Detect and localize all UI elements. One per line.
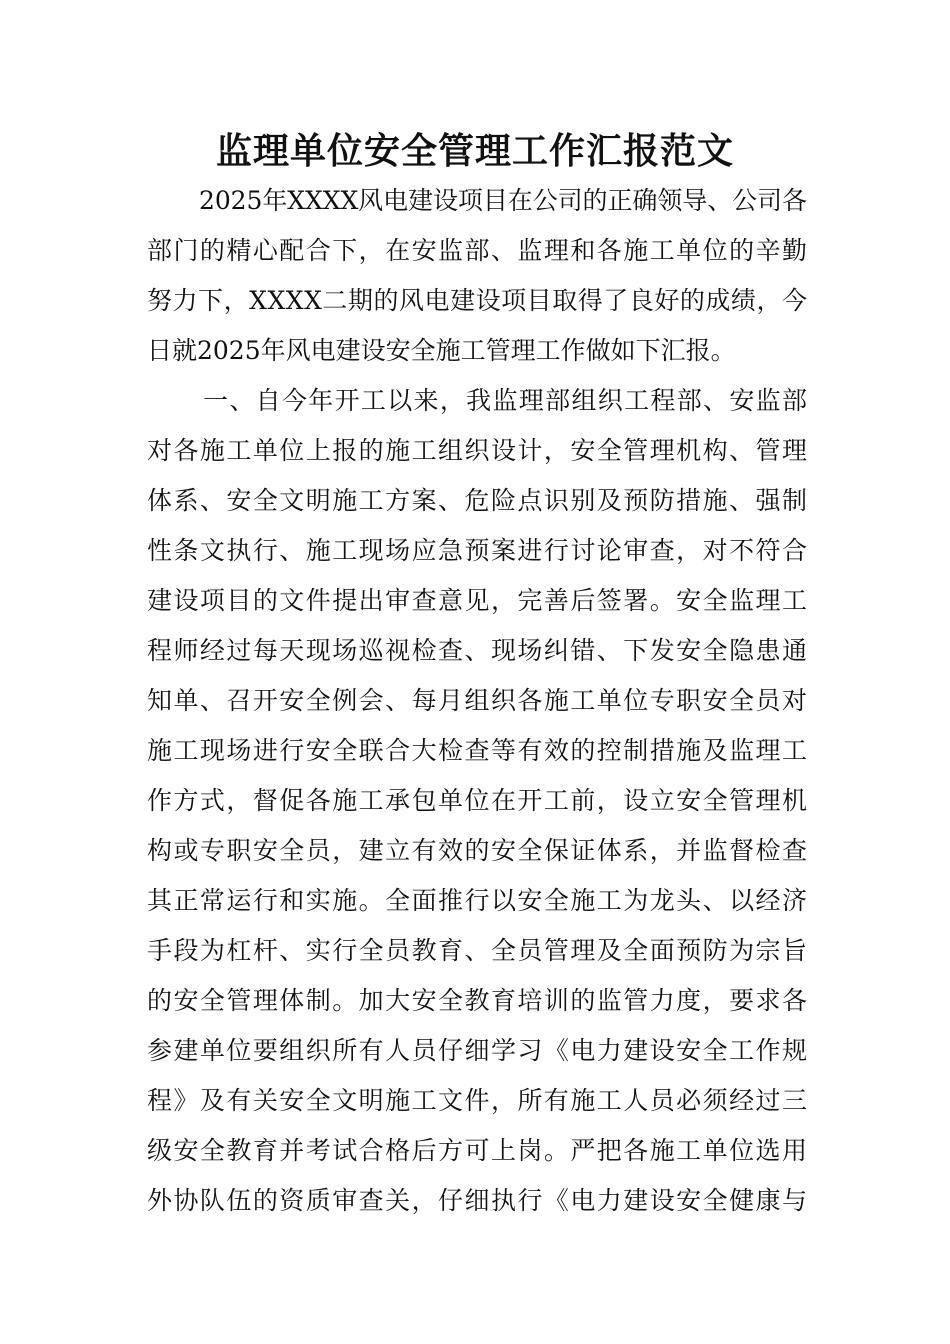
paragraph-line	[147, 1076, 807, 1126]
paragraph-line	[147, 676, 807, 726]
document-title: 监理单位安全管理工作汇报范文	[215, 131, 734, 172]
paragraph-line	[147, 376, 807, 426]
paragraph-line	[147, 726, 807, 776]
line-text: 程》及有关安全文明施工文件，所有施工人员必须经过三	[147, 1086, 809, 1115]
line-text: 体系、安全文明施工方案、危险点识别及预防措施、强制	[147, 486, 809, 515]
paragraph-line	[147, 926, 807, 976]
line-text: 参建单位要组织所有人员仔细学习《电力建设安全工作规	[147, 1036, 809, 1065]
paragraph-line	[147, 626, 807, 676]
paragraph-line	[147, 826, 807, 876]
paragraph-line	[147, 1126, 807, 1176]
paragraph-line	[147, 426, 807, 476]
line-text: 性条文执行、施工现场应急预案进行讨论审查，对不符合	[147, 536, 809, 565]
line-text: 2025年XXXX风电建设项目在公司的正确领导、公司各	[199, 186, 807, 215]
line-text: 对各施工单位上报的施工组织设计，安全管理机构、管理	[147, 436, 809, 465]
paragraph-line	[147, 226, 807, 276]
paragraph-line	[147, 976, 807, 1026]
document-body	[147, 176, 807, 1226]
line-text: 手段为杠杆、实行全员教育、全员管理及全面预防为宗旨	[147, 936, 809, 965]
line-text: 外协队伍的资质审查关，仔细执行《电力建设安全健康与	[147, 1186, 809, 1215]
line-text: 施工现场进行安全联合大检查等有效的控制措施及监理工	[147, 736, 809, 765]
paragraph-line	[147, 1026, 807, 1076]
paragraph-line	[147, 876, 807, 926]
line-text: 级安全教育并考试合格后方可上岗。严把各施工单位选用	[147, 1136, 809, 1165]
paragraph-line	[147, 476, 807, 526]
line-text: 其正常运行和实施。全面推行以安全施工为龙头、以经济	[147, 886, 809, 915]
line-text: 一、自今年开工以来，我监理部组织工程部、安监部	[203, 386, 809, 415]
paragraph-line	[147, 776, 807, 826]
line-text: 努力下，XXXX二期的风电建设项目取得了良好的成绩，今	[147, 286, 808, 315]
paragraph-line	[147, 526, 807, 576]
line-text: 作方式，督促各施工承包单位在开工前，设立安全管理机	[147, 786, 809, 815]
paragraph-line	[147, 1176, 807, 1226]
paragraph-line	[147, 176, 807, 226]
paragraph-line	[147, 276, 807, 326]
line-text: 构或专职安全员，建立有效的安全保证体系，并监督检查	[147, 836, 809, 865]
paragraph-line	[147, 576, 807, 626]
line-text: 知单、召开安全例会、每月组织各施工单位专职安全员对	[147, 686, 809, 715]
line-text: 的安全管理体制。加大安全教育培训的监管力度，要求各	[147, 986, 809, 1015]
line-text: 建设项目的文件提出审查意见，完善后签署。安全监理工	[147, 586, 809, 615]
line-text: 部门的精心配合下，在安监部、监理和各施工单位的辛勤	[147, 236, 809, 265]
paragraph-line	[147, 326, 807, 376]
line-text: 程师经过每天现场巡视检查、现场纠错、下发安全隐患通	[147, 636, 809, 665]
line-text: 日就2025年风电建设安全施工管理工作做如下汇报。	[147, 336, 736, 365]
